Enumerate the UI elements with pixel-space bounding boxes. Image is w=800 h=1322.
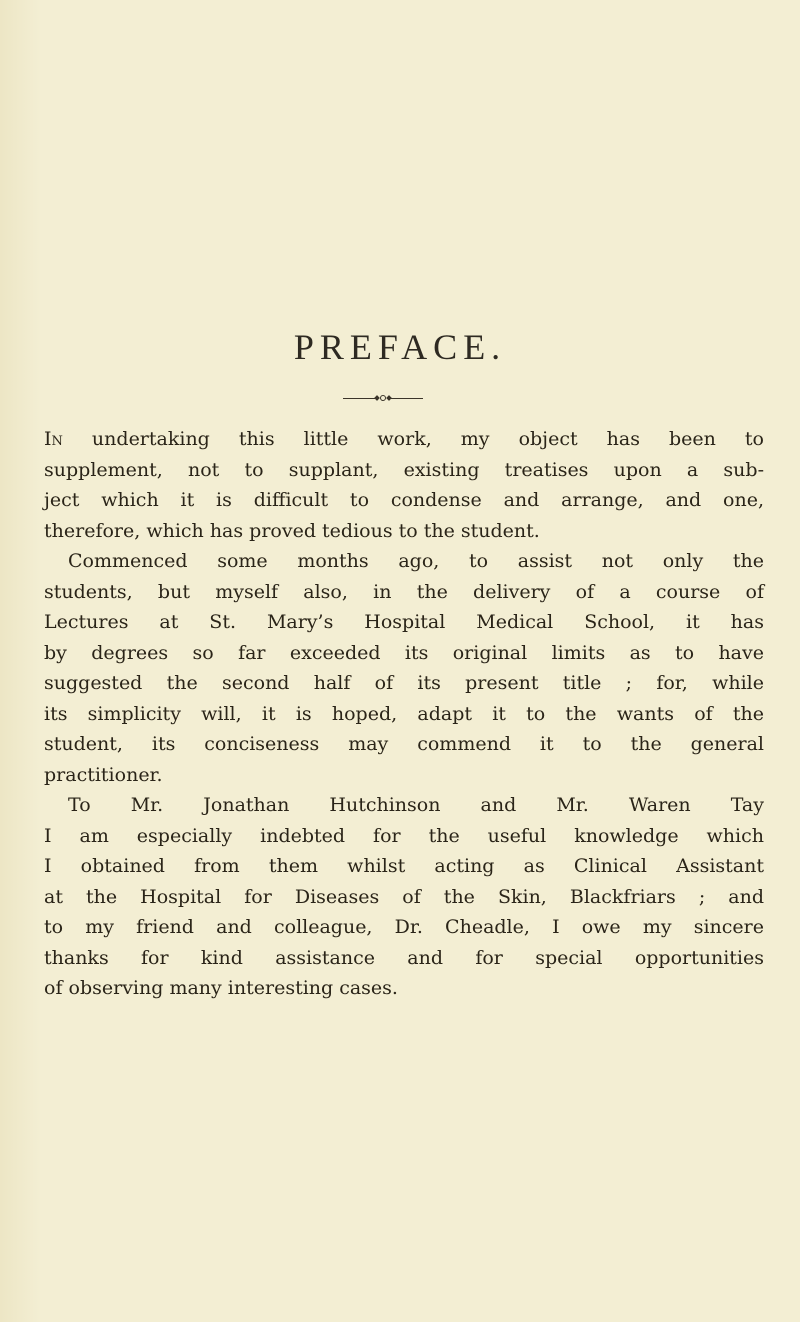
paragraph-3-line-2: I am especially indebted for the useful knowledge which (44, 824, 764, 847)
paragraph-3-line-7: of observing many interesting cases. (44, 977, 398, 999)
paragraph-2-line-2: students, but myself also, in the delivery of a course of (44, 580, 764, 603)
paragraph-2-line-5: suggested the second half of its present title ; for, while (44, 672, 764, 694)
paragraph-1-line-4: therefore, which has proved tedious to the student. (44, 519, 540, 542)
paragraph-1-lead: In (44, 428, 63, 450)
preface-body (44, 424, 764, 1004)
page-title: PREFACE. (293, 327, 507, 367)
paragraph-1-line-2: supplement, not to supplant, existing treatises upon a sub- (44, 458, 764, 481)
paragraph-1-line-1: In undertaking this little work, my object has been to (44, 428, 764, 450)
paragraph-3-line-3: I obtained from them whilst acting as Clinical Assistant (44, 855, 764, 877)
paragraph-3-line-1: To Mr. Jonathan Hutchinson and Mr. Waren Tay (68, 794, 764, 816)
paragraph-2-line-6: its simplicity will, it is hoped, adapt it to the wants of the (44, 702, 764, 725)
paragraph-2-line-4: by degrees so far exceeded its original limits as to have (44, 641, 764, 664)
paragraph-3-line-4: at the Hospital for Diseases of the Skin, Blackfriars ; and (44, 885, 764, 908)
paragraph-2-line-8: practitioner. (44, 763, 163, 786)
paragraph-2-line-1: Commenced some months ago, to assist not only the (68, 550, 764, 572)
title-ornament (343, 394, 423, 404)
paragraph-1-line-3: ject which it is difficult to condense and arrange, and one, (44, 489, 764, 511)
paragraph-2-line-7: student, its conciseness may commend it to the general (44, 733, 764, 755)
paragraph-2-line-3: Lectures at St. Mary’s Hospital Medical School, it has (44, 611, 764, 633)
paragraph-3-line-5: to my friend and colleague, Dr. Cheadle, I owe my sincere (44, 916, 764, 938)
paragraph-3-line-6: thanks for kind assistance and for special opportunities (44, 946, 764, 969)
